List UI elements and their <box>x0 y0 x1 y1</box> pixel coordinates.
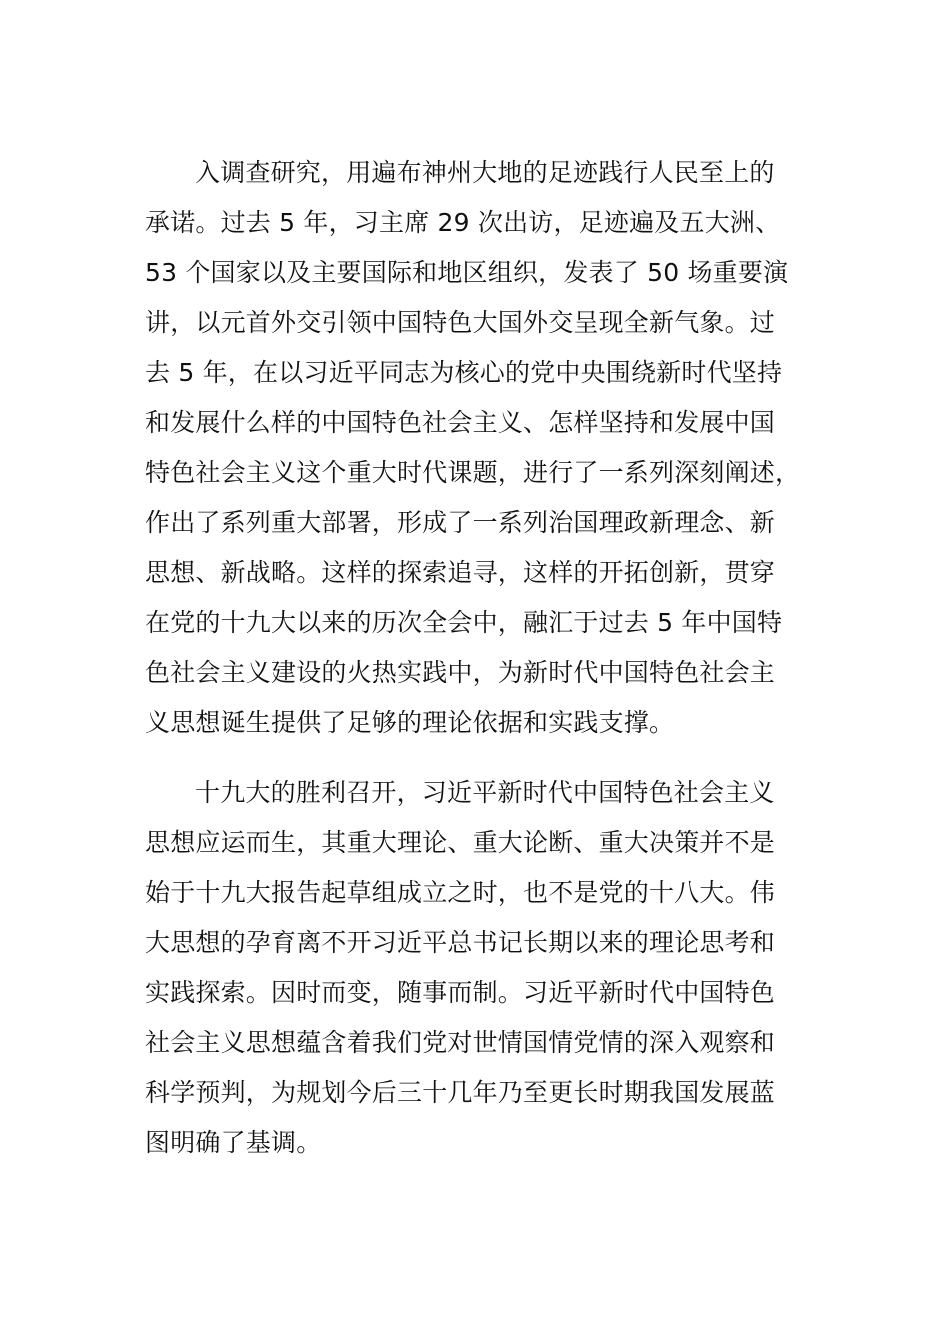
paragraph-line: 入调查研究，用遍布神州大地的足迹践行人民至上的 <box>195 158 775 187</box>
paragraph-line: 特色社会主义这个重大时代课题，进行了一系列深刻阐述， <box>145 458 801 487</box>
paragraph-line: 十九大的胜利召开，习近平新时代中国特色社会主义 <box>195 778 775 807</box>
paragraph-2 <box>145 768 810 1168</box>
paragraph-1 <box>145 148 810 748</box>
paragraph-line: 讲，以元首外交引领中国特色大国外交呈现全新气象。过 <box>145 308 776 337</box>
paragraph-line: 思想应运而生，其重大理论、重大论断、重大决策并不是 <box>145 828 776 857</box>
paragraph-line: 社会主义思想蕴含着我们党对世情国情党情的深入观察和 <box>145 1028 776 1057</box>
paragraph-line: 作出了系列重大部署，形成了一系列治国理政新理念、新 <box>145 508 776 537</box>
paragraph-line: 色社会主义建设的火热实践中，为新时代中国特色社会主 <box>145 658 776 687</box>
paragraph-line: 和发展什么样的中国特色社会主义、怎样坚持和发展中国 <box>145 408 776 437</box>
paragraph-line: 图明确了基调。 <box>145 1128 322 1157</box>
paragraph-line: 实践探索。因时而变，随事而制。习近平新时代中国特色 <box>145 978 776 1007</box>
paragraph-line: 去 5 年，在以习近平同志为核心的党中央围绕新时代坚持 <box>145 358 783 387</box>
paragraph-line: 承诺。过去 5 年，习主席 29 次出访，足迹遍及五大洲、 <box>145 208 781 237</box>
paragraph-line: 53 个国家以及主要国际和地区组织，发表了 50 场重要演 <box>145 258 789 287</box>
paragraph-line: 始于十九大报告起草组成立之时，也不是党的十八大。伟 <box>145 878 776 907</box>
paragraph-line: 科学预判，为规划今后三十几年乃至更长时期我国发展蓝 <box>145 1078 776 1107</box>
paragraph-line: 大思想的孕育离不开习近平总书记长期以来的理论思考和 <box>145 928 776 957</box>
paragraph-line: 义思想诞生提供了足够的理论依据和实践支撑。 <box>145 708 675 737</box>
paragraph-line: 思想、新战略。这样的探索追寻，这样的开拓创新，贯穿 <box>145 558 776 587</box>
paragraph-line: 在党的十九大以来的历次全会中，融汇于过去 5 年中国特 <box>145 608 783 637</box>
